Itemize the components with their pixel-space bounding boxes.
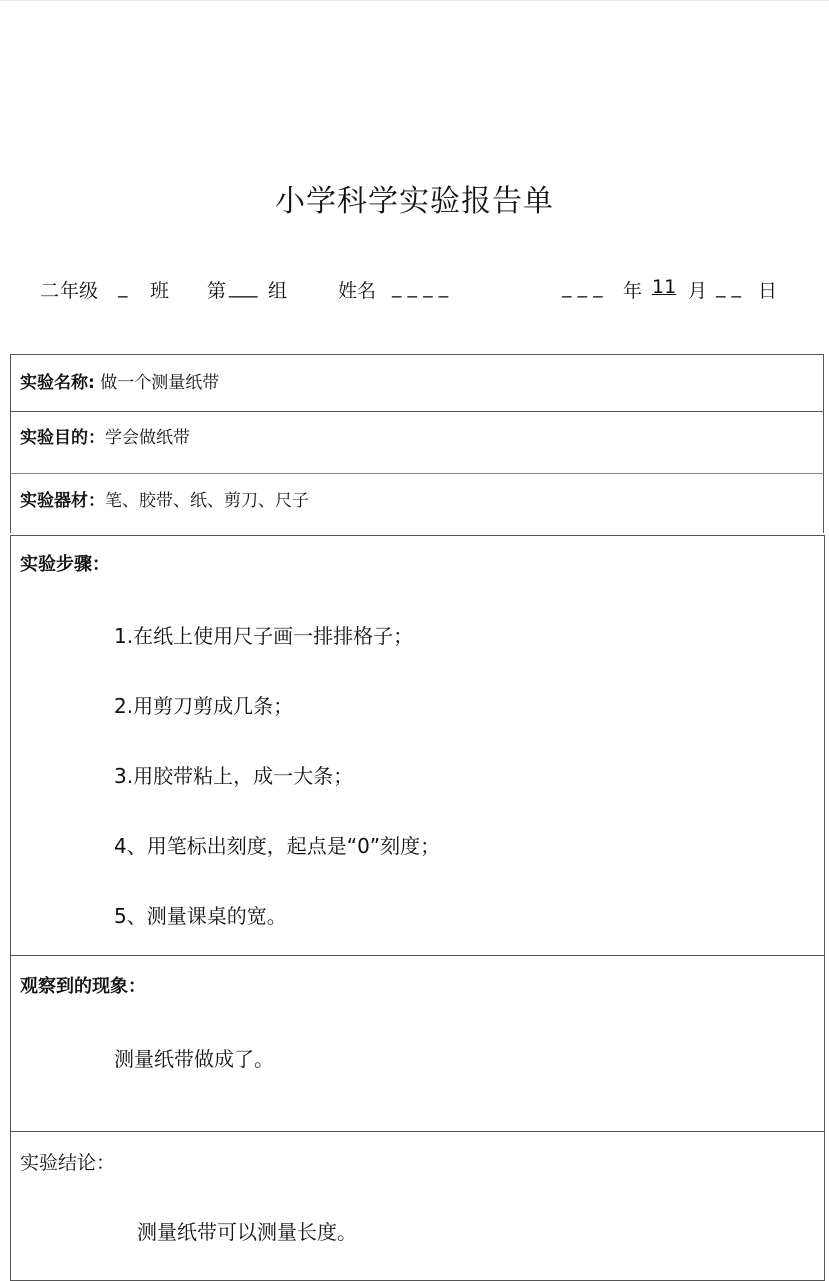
observation-section [10, 955, 825, 1132]
grade-label: 年级 [60, 280, 99, 302]
observation-value: 测量纸带做成了。 [114, 1047, 274, 1071]
experiment-purpose-value: 学会做纸带 [105, 428, 190, 448]
info-row [0, 276, 829, 306]
experiment-materials-row [10, 473, 824, 533]
observation-label: 观察到的现象： [20, 976, 146, 997]
experiment-name-row [10, 354, 824, 412]
year-blank[interactable]: _ _ _ [562, 276, 603, 298]
class-label: 班 [150, 280, 170, 302]
month-label: 月 [688, 280, 708, 302]
group-label: 第 [207, 280, 227, 302]
group-blank[interactable]: ___ [229, 276, 258, 298]
experiment-materials-value: 笔、胶带、纸、剪刀、尺子 [105, 491, 309, 511]
conclusion-label: 实验结论： [20, 1152, 116, 1174]
experiment-purpose-field [20, 423, 190, 448]
experiment-name-field [20, 368, 219, 393]
top-rule [0, 0, 829, 1]
conclusion-section [10, 1131, 825, 1281]
experiment-purpose-label: 实验目的： [20, 428, 105, 448]
steps-label: 实验步骤： [20, 554, 110, 575]
day-label: 日 [758, 280, 778, 302]
step-item: 1.在纸上使用尺子画一排排格子； [114, 624, 414, 648]
report-title: 小学科学实验报告单 [275, 184, 554, 219]
experiment-name-label: 实验名称: [20, 373, 95, 393]
conclusion-value: 测量纸带可以测量长度。 [137, 1220, 357, 1244]
step-item: 3.用胶带粘上，成一大条； [114, 764, 354, 788]
experiment-name-value: 做一个测量纸带 [94, 373, 220, 393]
experiment-materials-field [20, 486, 309, 511]
day-blank[interactable]: _ _ [716, 276, 742, 298]
experiment-purpose-row [10, 411, 824, 474]
grade-blank[interactable]: _ [118, 276, 128, 298]
experiment-materials-label: 实验器材： [20, 491, 105, 511]
step-item: 5、测量课桌的宽。 [114, 904, 287, 928]
group-suffix: 组 [268, 280, 288, 302]
step-item: 4、用笔标出刻度，起点是“0”刻度； [114, 834, 441, 858]
month-value[interactable]: 11 [652, 276, 677, 298]
grade-prefix: 二 [40, 280, 60, 302]
experiment-steps-section [10, 535, 825, 956]
name-blank[interactable]: _ _ _ _ [392, 276, 449, 298]
name-label: 姓名 [338, 280, 377, 302]
year-label: 年 [623, 280, 643, 302]
step-item: 2.用剪刀剪成几条； [114, 694, 294, 718]
